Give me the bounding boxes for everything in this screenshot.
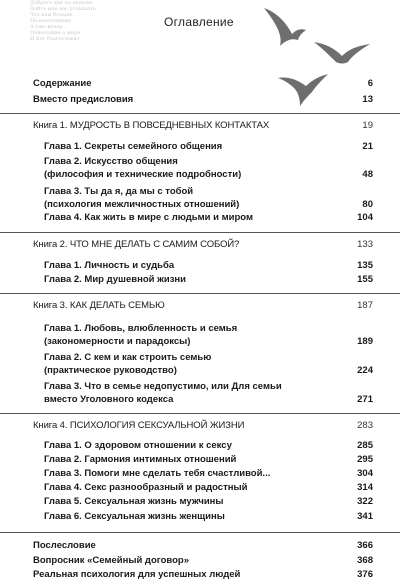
bleed-through-line: Дайте мне вас услышать [30,6,96,12]
chapter-entry-title: Глава 4. Как жить в мире с людьми и миром [44,212,253,223]
bleed-through-line: Пожелание о мире [30,30,81,36]
book-heading [0,238,400,251]
toc-entry-title: Вместо предисловия [33,94,134,105]
chapter-entry-title: Глава 1. Личность и судьба [44,260,175,271]
bleed-through-line: И Бог благословит [30,36,80,42]
chapter-entry-title: Глава 6. Сексуальная жизнь женщины [44,511,225,522]
chapter-entry [0,439,400,452]
toc-entry-title: Реальная психология для успешных людей [33,569,241,580]
toc-entry [0,554,400,567]
toc-entry-title: Послесловие [33,540,96,551]
bleed-through-line: По-настоящему [30,18,72,24]
chapter-entry-title: Глава 2. Искусство общения [44,156,178,167]
toc-entry-title: Содержание [33,78,92,89]
toc-entry-page: 376 [357,569,373,580]
chapter-entry-title: Глава 3. Помоги мне сделать тебя счастливой... [44,468,271,479]
chapter-entry-page: 155 [357,274,373,285]
chapter-entry [0,467,400,480]
toc-entry [0,539,400,552]
toc-entry-page: 368 [357,555,373,566]
chapter-entry [0,140,400,153]
chapter-entry-title: (философия и технические подробности) [44,169,242,180]
toc-entry-title: Вопросник «Семейный договор» [33,555,189,566]
chapter-entry-title: Глава 4. Секс разнообразный и радостный [44,482,248,493]
chapter-entry-title: Глава 1. Любовь, влюбленность и семья [44,323,238,334]
chapter-entry-page: 304 [357,468,373,479]
book-heading-page: 187 [357,300,373,311]
chapter-entry [0,481,400,494]
chapter-entry-title: (практическое руководство) [44,365,177,376]
chapter-entry-page: 341 [357,511,373,522]
section-divider [0,413,400,414]
chapter-entry-page: 224 [357,365,373,376]
book-heading-title: Книга 2. ЧТО МНЕ ДЕЛАТЬ С САМИМ СОБОЙ? [33,239,240,250]
chapter-entry-title: Глава 3. Что в семье недопустимо, или Для семьи [44,381,282,392]
chapter-entry [0,335,400,348]
chapter-entry-title: Глава 1. О здоровом отношении к сексу [44,440,232,451]
chapter-entry-page: 80 [362,199,373,210]
chapter-entry-page: 135 [357,260,373,271]
bleed-through-line: А уже вечер [30,24,63,30]
chapter-entry-title: Глава 2. Гармония интимных отношений [44,454,237,465]
chapter-entry-page: 189 [357,336,373,347]
toc-entry [0,93,400,106]
toc-entry [0,77,400,90]
chapter-entry-page: 314 [357,482,373,493]
chapter-entry-title: Глава 1. Секреты семейного общения [44,141,223,152]
chapter-entry [0,380,400,393]
chapter-entry [0,168,400,181]
chapter-entry-page: 285 [357,440,373,451]
chapter-entry-title: Глава 3. Ты да я, да мы с тобой [44,186,194,197]
chapter-entry-title: Глава 5. Сексуальная жизнь мужчины [44,496,224,507]
book-heading [0,419,400,432]
chapter-entry-page: 48 [362,169,373,180]
chapter-entry-page: 21 [362,141,373,152]
toc-entry [0,568,400,581]
book-heading-title: Книга 1. МУДРОСТЬ В ПОВСЕДНЕВНЫХ КОНТАКТАХ [33,120,270,131]
bleed-through-line: Что нам больше [30,12,73,18]
bird-icon [314,42,370,64]
chapter-entry-page: 322 [357,496,373,507]
chapter-entry [0,510,400,523]
chapter-entry-title: вместо Уголовного кодекса [44,394,174,405]
book-heading-page: 133 [357,239,373,250]
chapter-entry-page: 295 [357,454,373,465]
chapter-entry-title: Глава 2. С кем и как строить семью [44,352,212,363]
bird-icon [264,8,306,46]
chapter-entry-page: 104 [357,212,373,223]
chapter-entry [0,393,400,406]
chapter-entry [0,198,400,211]
book-heading-page: 19 [362,120,373,131]
book-heading-title: Книга 4. ПСИХОЛОГИЯ СЕКСУАЛЬНОЙ ЖИЗНИ [33,420,245,431]
book-heading-title: Книга 3. КАК ДЕЛАТЬ СЕМЬЮ [33,300,165,311]
book-heading-page: 283 [357,420,373,431]
section-divider [0,532,400,533]
section-divider [0,232,400,233]
chapter-entry-title: (закономерности и парадоксы) [44,336,191,347]
chapter-entry [0,273,400,286]
chapter-entry [0,155,400,168]
chapter-entry [0,351,400,364]
chapter-entry-title: Глава 2. Мир душевной жизни [44,274,186,285]
section-divider [0,113,400,114]
toc-entry-page: 6 [367,78,373,89]
chapter-entry [0,322,400,335]
chapter-entry-title: (психология межличностных отношений) [44,199,240,210]
chapter-entry [0,211,400,224]
bleed-through-line: Доброго дня на неделю [30,0,93,6]
book-heading [0,119,400,132]
chapter-entry-page: 271 [357,394,373,405]
chapter-entry [0,185,400,198]
toc-entry-page: 366 [357,540,373,551]
toc-entry-page: 13 [362,94,373,105]
book-heading [0,299,400,312]
chapter-entry [0,364,400,377]
page-title: Оглавление [164,15,234,29]
chapter-entry [0,453,400,466]
bleed-through-text [30,0,125,54]
section-divider [0,293,400,294]
chapter-entry [0,495,400,508]
chapter-entry [0,259,400,272]
